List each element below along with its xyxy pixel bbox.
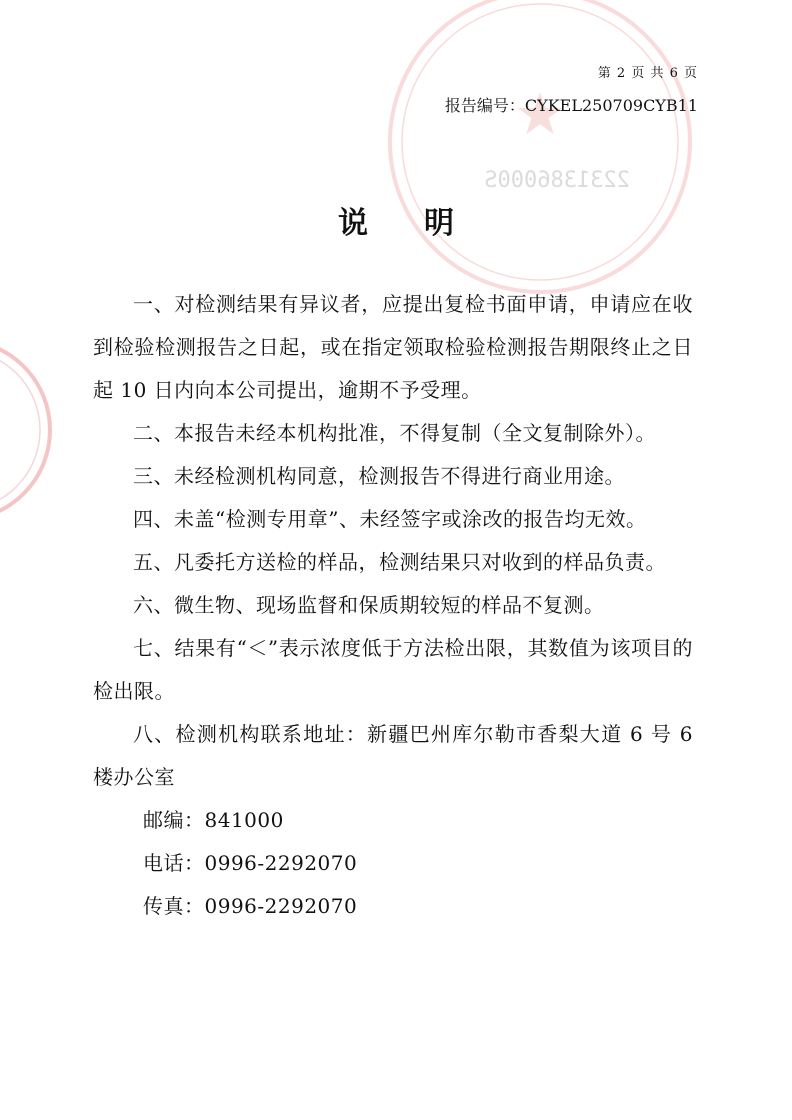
note-item-7: 七、结果有“＜”表示浓度低于方法检出限，其数值为该项目的检出限。 bbox=[93, 636, 693, 703]
contact-phone: 电话：0996-2292070 bbox=[143, 851, 358, 875]
note-item-4: 四、未盖“检测专用章”、未经签字或涂改的报告均无效。 bbox=[133, 507, 647, 531]
contact-postcode: 邮编：841000 bbox=[143, 808, 284, 832]
svg-text:2231386000S: 2231386000S bbox=[484, 168, 630, 193]
note-item-1: 一、对检测结果有异议者，应提出复检书面申请，申请应在收到检验检测报告之日起，或在指定领取检验检测报告期限终止之日起 10 日内向本公司提出，逾期不予受理。 bbox=[93, 292, 693, 402]
page-title: 说明 bbox=[338, 206, 510, 241]
official-seal-stamp bbox=[330, 0, 750, 312]
page-indicator: 第 2 页 共 6 页 bbox=[597, 66, 698, 81]
note-item-3: 三、未经检测机构同意，检测报告不得进行商业用途。 bbox=[133, 464, 625, 488]
note-item-2: 二、本报告未经本机构批准，不得复制（全文复制除外）。 bbox=[133, 421, 656, 445]
notes-body bbox=[93, 283, 693, 928]
contact-fax: 传真：0996-2292070 bbox=[143, 894, 358, 918]
note-item-6: 六、微生物、现场监督和保质期较短的样品不复测。 bbox=[133, 593, 605, 617]
report-number: 报告编号：CYKEL250709CYB11 bbox=[444, 96, 698, 115]
note-item-5: 五、凡委托方送检的样品，检测结果只对收到的样品负责。 bbox=[133, 550, 666, 574]
edge-seal-stamp bbox=[0, 330, 60, 530]
svg-text:★: ★ bbox=[514, 80, 566, 148]
note-item-8: 八、检测机构联系地址：新疆巴州库尔勒市香梨大道 6 号 6 楼办公室 bbox=[93, 722, 693, 789]
